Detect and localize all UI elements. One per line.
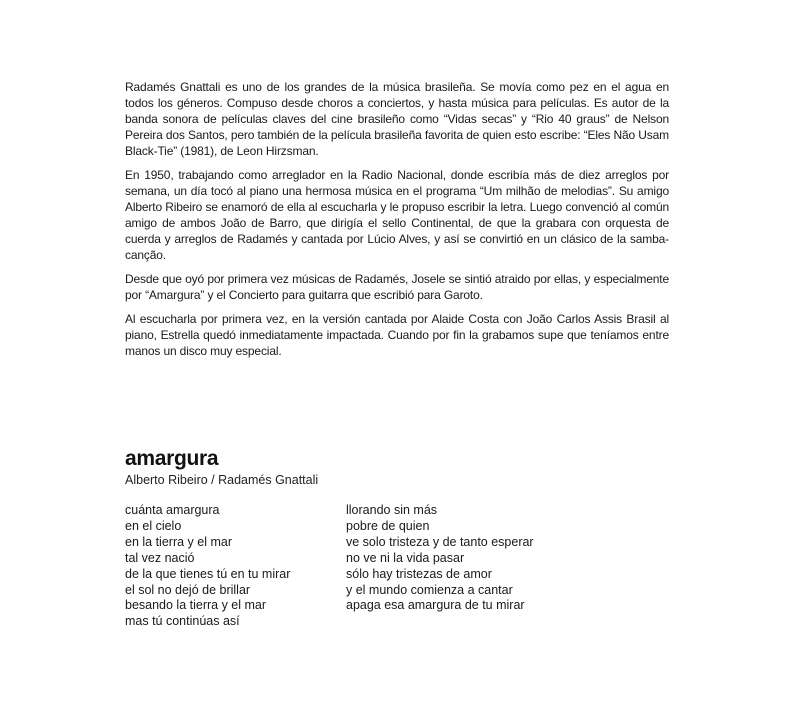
lyric-line: en el cielo xyxy=(125,518,182,533)
lyric-line: tal vez nació xyxy=(125,550,195,565)
lyric-line: mas tú continúas así xyxy=(125,614,240,629)
lyric-line: no ve ni la vida pasar xyxy=(346,550,465,565)
song-title: amargura xyxy=(125,447,219,470)
intro-paragraph: Radamés Gnattali es uno de los grandes de la música brasileña. Se movía como pez en el agua en todos los géneros. Compuso desde choros a conciertos, y hasta música para películas. Es autor de la banda sonora de películas claves del cine brasileño como “Vidas secas” y “Rio 40 graus” de Nelson Pereira dos Santos, pero también de la película brasileña favorita de quien esto escribe: “Eles Não Usam Black-Tie” (1981), de Leon Hirzsman. xyxy=(125,80,669,158)
intro-paragraph: En 1950, trabajando como arreglador en la Radio Nacional, donde escribía más de diez arreglos por semana, un día tocó al piano una hermosa música en el programa “Um milhão de melodias”. Su amigo Alberto Ribeiro se enamoró de ella al escucharla y le propuso escribir la letra. Luego convenció al común amigo de ambos João de Barro, que dirigía el sello Continental, de que la grabara con orquesta de cuerda y arreglos de Radamés y cantada por Lúcio Alves, y así se convirtió en un clásico de la samba-canção. xyxy=(125,168,669,262)
lyric-line: de la que tienes tú en tu mirar xyxy=(125,566,291,581)
song-credits: Alberto Ribeiro / Radamés Gnattali xyxy=(125,473,319,487)
lyric-line: cuánta amargura xyxy=(125,503,220,517)
lyric-line: el sol no dejó de brillar xyxy=(125,582,251,597)
lyric-line: pobre de quien xyxy=(346,518,430,533)
lyric-line: sólo hay tristezas de amor xyxy=(346,566,492,581)
lyric-line: besando la tierra y el mar xyxy=(125,598,267,613)
lyrics-column-1 xyxy=(125,503,290,630)
lyrics-column-2 xyxy=(346,503,534,614)
intro-paragraph: Al escucharla por primera vez, en la versión cantada por Alaide Costa con João Carlos Assis Brasil al piano, Estrella quedó inmediatamente impactada. Cuando por fin la grabamos supe que teníamos entre manos un disco muy especial. xyxy=(125,312,669,358)
lyric-line: llorando sin más xyxy=(346,503,438,517)
intro-text xyxy=(125,79,669,367)
lyric-line: en la tierra y el mar xyxy=(125,534,232,549)
lyric-line: y el mundo comienza a cantar xyxy=(346,582,513,597)
intro-paragraph: Desde que oyó por primera vez músicas de Radamés, Josele se sintió atraido por ellas, y especialmente por “Amargura” y el Concierto para guitarra que escribió para Garoto. xyxy=(125,272,669,302)
song-section xyxy=(125,447,685,629)
lyric-line: ve solo tristeza y de tanto esperar xyxy=(346,534,534,549)
lyric-line: apaga esa amargura de tu mirar xyxy=(346,598,525,613)
